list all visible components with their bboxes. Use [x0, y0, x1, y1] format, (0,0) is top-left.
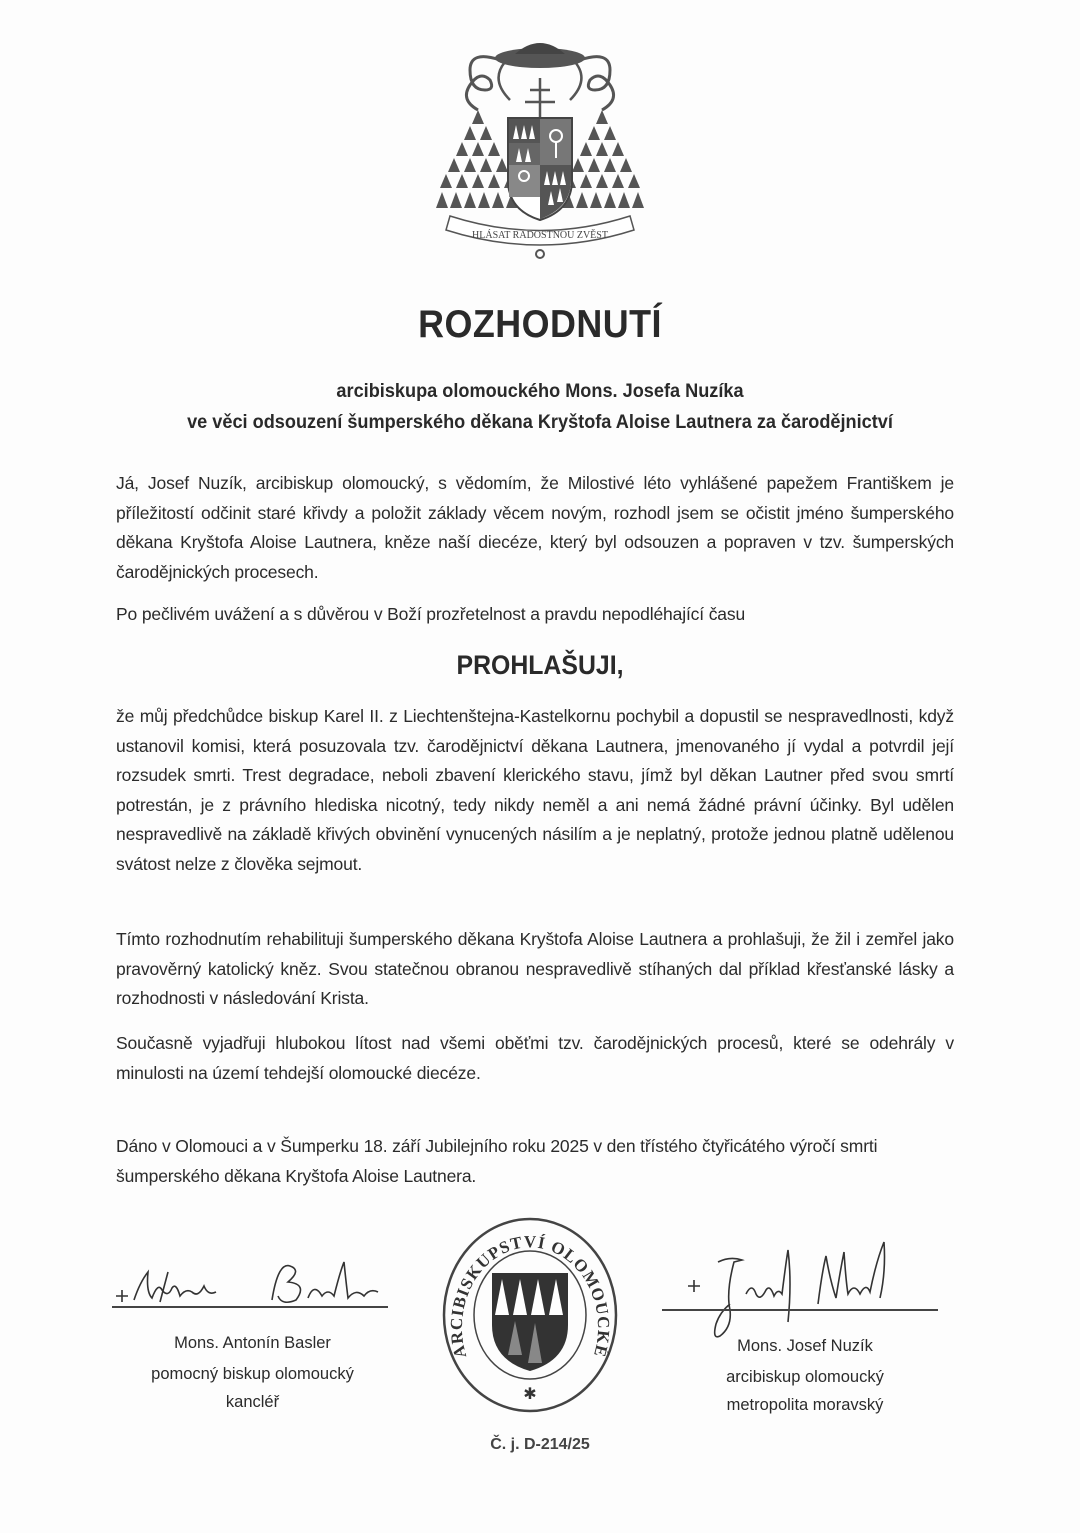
- signatory-left-role2: kancléř: [225, 1393, 280, 1411]
- document-subtitle-line1: arcibiskupa olomouckého Mons. Josefa Nuzíka: [336, 380, 744, 402]
- document-title: ROZHODNUTÍ: [418, 303, 662, 346]
- paragraph-declaration: že můj předchůdce biskup Karel II. z Liechtenštejna-Kastelkornu pochybil a dopustil se nespravedlnosti, když ustanovil komisi, která posuzovala tzv. čarodějnictví děkana Lautnera, jmenovaného jí vydal a potvrdil její rozsudek smrti. Trest degradace, neboli zbavení klerického stavu, jímž byl děkan Lautner před svou smrtí potrestán, je z právního hlediska nicotný, tedy nikdy neměl a ani nemá žádné právní účinky. Byl udělen nespravedlivě na základě křivých obvinění vynucených násilím a je neplatný, protože jednou platně udělenou svátost nelze z člověka sejmout.: [116, 706, 954, 874]
- signatory-right-role1: arcibiskup olomoucký: [726, 1368, 884, 1386]
- paragraph-dated: Dáno v Olomouci a v Šumperku 18. září Jubilejního roku 2025 v den třístého čtyřicátého výročí smrti šumperského děkana Kryštofa Aloise Lautnera.: [116, 1136, 878, 1186]
- seal-text: ARCIBISKUPSTVÍ OLOMOUCKÉ: [446, 1232, 614, 1361]
- coat-of-arms-icon: [430, 30, 650, 265]
- signatory-left: [110, 1328, 395, 1414]
- archdiocese-seal-icon: [440, 1215, 620, 1415]
- signatory-right: [660, 1331, 950, 1417]
- signatory-left-name: Mons. Antonín Basler: [174, 1334, 331, 1352]
- coat-of-arms-motto: HLÁSAT RADOSTNOU ZVĚST: [472, 230, 608, 241]
- signatory-right-name: Mons. Josef Nuzík: [737, 1337, 873, 1355]
- paragraph-regret: Současně vyjadřuji hlubokou lítost nad všemi oběťmi tzv. čarodějnických procesů, které se odehrály v minulosti na území tehdejší olomoucké diecéze.: [116, 1033, 954, 1083]
- declaration-heading: PROHLAŠUJI,: [456, 650, 624, 680]
- seal-star-icon: ✱: [523, 1386, 537, 1403]
- paragraph-consideration: Po pečlivém uvážení a s důvěrou v Boží prozřetelnost a pravdu nepodléhající času: [116, 604, 746, 624]
- document-subtitle-line2: ve věci odsouzení šumperského děkana Kryštofa Aloise Lautnera za čarodějnictví: [187, 411, 893, 433]
- paragraph-rehabilitation: Tímto rozhodnutím rehabilituji šumperského děkana Kryštofa Aloise Lautnera a prohlašuji, že žil i zemřel jako pravověrný katolický kněz. Svou statečnou obranou nespravedlivě stíhaných dal příklad křesťanské lásky a rozhodnosti v následování Krista.: [116, 929, 954, 1009]
- signature-basler: [112, 1252, 392, 1312]
- signatory-right-role2: metropolita moravský: [726, 1396, 884, 1414]
- reference-number: Č. j. D-214/25: [490, 1436, 590, 1453]
- signature-line-left: [112, 1306, 388, 1308]
- signature-line-right: [662, 1309, 938, 1311]
- paragraph-intro: Já, Josef Nuzík, arcibiskup olomoucký, s vědomím, že Milostivé léto vyhlášené papežem Františkem je příležitostí odčinit staré křivdy a položit základy věcem novým, rozhodl jsem se očistit jméno šumperského děkana Kryštofa Aloise Lautnera, kněze naší diecéze, který byl odsouzen a popraven v tzv. šumperských čarodějnických procesech.: [116, 473, 954, 582]
- signatory-left-role1: pomocný biskup olomoucký: [151, 1365, 354, 1383]
- signature-nuzik: [660, 1232, 940, 1342]
